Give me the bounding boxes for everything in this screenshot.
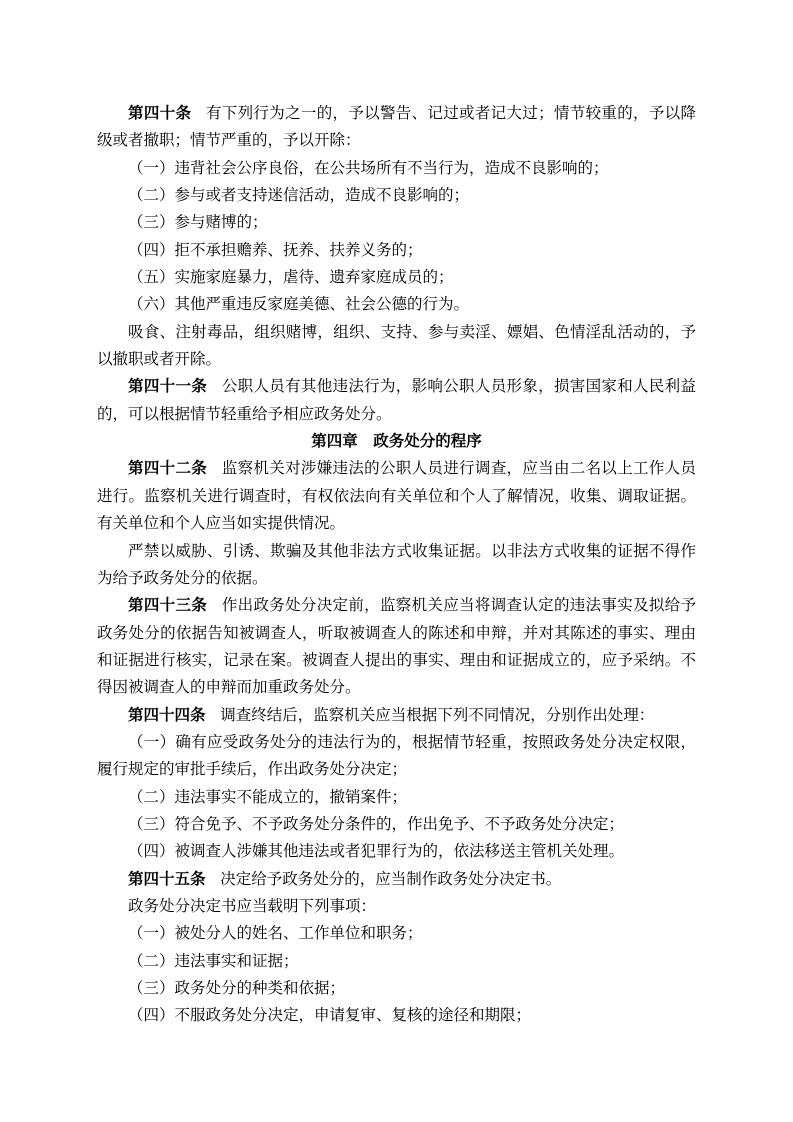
- article-43-text: 作出政务处分决定前，监察机关应当将调查认定的违法事实及拟给予政务处分的依据告知被调查人，听取被调查人的陈述和申辩，并对其陈述的事实、理由和证据进行核实，记录在案。被调查人提出的事实、理由和证据成立的，应予采纳。不得因被调查人的申辩而加重政务处分。: [97, 597, 696, 697]
- article-44-text: 调查终结后，监察机关应当根据下列不同情况，分别作出处理：: [220, 706, 655, 724]
- article-45-item-2: （二）违法事实和证据；: [128, 952, 299, 970]
- article-45-item-4: （四）不服政务处分决定，申请复审、复核的途径和期限；: [128, 1007, 532, 1025]
- article-40-item-4: （四）拒不承担赡养、抚养、扶养义务的；: [128, 241, 423, 259]
- article-44-number: 第四十四条: [128, 706, 206, 724]
- article-40-item-1: （一）违背社会公序良俗，在公共场所有不当行为，造成不良影响的；: [128, 159, 609, 177]
- article-40-item-6: （六）其他严重违反家庭美德、社会公德的行为。: [128, 296, 470, 314]
- article-41-para: [97, 373, 696, 428]
- article-40-para: [97, 100, 696, 155]
- article-45-number: 第四十五条: [128, 870, 206, 888]
- article-41-number: 第四十一条: [128, 378, 208, 396]
- article-40-item-2: （二）参与或者支持迷信活动，造成不良影响的；: [128, 187, 470, 205]
- article-44-item-3: （三）符合免予、不予政务处分条件的，作出免予、不予政务处分决定；: [128, 815, 625, 833]
- article-45-item-1: （一）被处分人的姓名、工作单位和职务；: [128, 925, 423, 943]
- article-44-item-4: （四）被调查人涉嫌其他违法或者犯罪行为的，依法移送主管机关处理。: [128, 843, 625, 861]
- article-44-item-1: （一）确有应受政务处分的违法行为的，根据情节轻重，按照政务处分决定权限，履行规定的审批手续后，作出政务处分决定；: [97, 733, 696, 779]
- article-40-number: 第四十条: [128, 105, 192, 122]
- article-40-closing-para: 吸食、注射毒品，组织赌博，组织、支持、参与卖淫、嫖娼、色情淫乱活动的，予以撤职或者开除。: [97, 323, 696, 369]
- article-44-item-2: （二）违法事实不能成立的，撤销案件；: [128, 788, 408, 806]
- article-40-item-3: （三）参与赌博的；: [128, 214, 268, 232]
- document-content: [97, 100, 696, 1030]
- article-41-text: 公职人员有其他违法行为，影响公职人员形象，损害国家和人民利益的，可以根据情节轻重给予相应政务处分。: [97, 378, 696, 423]
- article-42-para: [97, 455, 696, 537]
- article-45-text: 决定给予政务处分的，应当制作政务处分决定书。: [220, 870, 562, 888]
- article-44-para: [97, 702, 696, 729]
- article-43-number: 第四十三条: [128, 597, 208, 615]
- article-45-item-3: （三）政务处分的种类和依据；: [128, 980, 346, 997]
- article-42-number: 第四十二条: [128, 460, 208, 478]
- article-40-text: 有下列行为之一的，予以警告、记过或者记大过；情节较重的，予以降级或者撤职；情节严重的，予以开除：: [97, 105, 696, 150]
- article-42-text: 监察机关对涉嫌违法的公职人员进行调查，应当由二名以上工作人员进行。监察机关进行调查时，有权依法向有关单位和个人了解情况，收集、调取证据。有关单位和个人应当如实提供情况。: [97, 460, 696, 533]
- chapter-4-heading: 第四章 政务处分的程序: [311, 433, 482, 451]
- article-40-item-5: （五）实施家庭暴力，虐待、遗弃家庭成员的；: [128, 269, 454, 287]
- article-43-para: [97, 592, 696, 701]
- article-45-para: [97, 866, 696, 893]
- article-42-para-2: 严禁以威胁、引诱、欺骗及其他非法方式收集证据。以非法方式收集的证据不得作为给予政务处分的依据。: [97, 542, 696, 587]
- article-45-para-2: 政务处分决定书应当载明下列事项：: [128, 897, 377, 915]
